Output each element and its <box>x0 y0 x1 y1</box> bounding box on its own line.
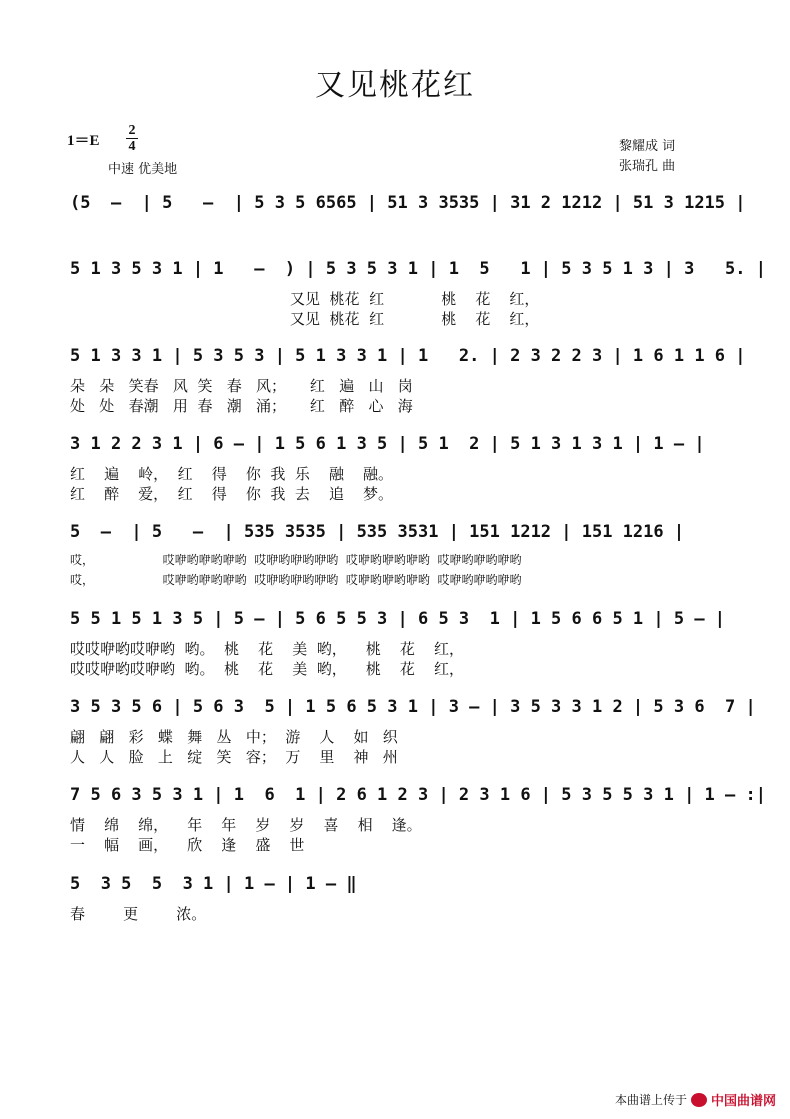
lyric-verse-2: 人 人 脸 上 绽 笑 容； 万 里 神 州 <box>70 748 398 766</box>
lyric-verse-1: 哎哎咿哟哎咿哟 哟。 桃 花 美 哟， 桃 花 红， <box>70 640 464 658</box>
notes-line: 3 1 2 2 3 1 | 6 – | 1 5 6 1 3 5 | 5 1 2 | 5 1 3 1 3 1 | 1 – | <box>70 434 705 454</box>
lyric-verse-1: 红 遍 岭， 红 得 你 我 乐 融 融。 <box>70 465 394 483</box>
time-signature <box>126 123 138 154</box>
site-logo-icon <box>691 1093 707 1107</box>
composer: 张瑞孔 曲 <box>619 159 676 174</box>
lyric-verse-2: 又见 桃花 红 桃 花 红， <box>290 310 540 328</box>
site-name[interactable]: 中国曲谱网 <box>710 1094 776 1109</box>
lyric-verse-1: 哎， 哎咿哟咿哟咿哟 哎咿哟咿哟咿哟 哎咿哟咿哟咿哟 哎咿哟咿哟咿哟 <box>70 553 522 567</box>
lyric-verse-2: 处 处 春潮 用 春 潮 涌； 红 醉 心 海 <box>70 397 413 415</box>
lyric-verse-2: 红 醉 爱， 红 得 你 我 去 追 梦。 <box>70 485 394 503</box>
notes-line: 5 – | 5 – | 535 3535 | 535 3531 | 151 1212 | 151 1216 | <box>70 522 685 542</box>
time-top: 2 <box>128 123 136 138</box>
lyric-verse-2: 哎哎咿哟哎咿哟 哟。 桃 花 美 哟， 桃 花 红， <box>70 660 464 678</box>
notes-line: 3 5 3 5 6 | 5 6 3 5 | 1 5 6 5 3 1 | 3 – | 3 5 3 3 1 2 | 5 3 6 7 | <box>70 697 756 717</box>
lyric-verse-2: 哎， 哎咿哟咿哟咿哟 哎咿哟咿哟咿哟 哎咿哟咿哟咿哟 哎咿哟咿哟咿哟 <box>70 573 522 587</box>
lyric-verse-1: 翩 翩 彩 蝶 舞 丛 中； 游 人 如 织 <box>70 728 398 746</box>
key-signature: 1＝E <box>67 133 100 149</box>
tempo-marking: 中速 优美地 <box>108 162 178 177</box>
upload-text: 本曲谱上传于 <box>614 1093 687 1107</box>
lyricist: 黎耀成 词 <box>619 139 676 154</box>
lyric-verse-2: 一 幅 画， 欣 逢 盛 世 <box>70 836 305 854</box>
notes-line: 5 1 3 3 1 | 5 3 5 3 | 5 1 3 3 1 | 1 2. | 2 3 2 2 3 | 1 6 1 1 6 | <box>70 346 746 366</box>
time-bottom: 4 <box>128 139 136 154</box>
notes-line: 5 5 1 5 1 3 5 | 5 – | 5 6 5 5 3 | 6 5 3 1 | 1 5 6 6 5 1 | 5 – | <box>70 609 726 629</box>
notes-line: 7 5 6 3 5 3 1 | 1 6 1 | 2 6 1 2 3 | 2 3 1 6 | 5 3 5 5 3 1 | 1 – :| <box>70 785 766 805</box>
footer <box>615 1090 776 1109</box>
lyric-verse-1: 情 绵 绵， 年 年 岁 岁 喜 相 逢。 <box>70 816 422 834</box>
notes-line: (5 – | 5 – | 5 3 5 6565 | 51 3 3535 | 31 2 1212 | 51 3 1215 | <box>70 193 746 213</box>
song-title: 又见桃花红 <box>315 68 475 103</box>
notes-line: 5 1 3 5 3 1 | 1 – ) | 5 3 5 3 1 | 1 5 1 | 5 3 5 1 3 | 3 5. | <box>70 259 766 279</box>
notes-line: 5 3 5 5 3 1 | 1 – | 1 – ‖ <box>70 874 357 894</box>
lyric-verse-1: 又见 桃花 红 桃 花 红， <box>290 290 540 308</box>
lyric-verse-1: 朵 朵 笑春 风 笑 春 风； 红 遍 山 岗 <box>70 377 413 395</box>
lyric-verse-1: 春 更 浓。 <box>70 905 207 923</box>
